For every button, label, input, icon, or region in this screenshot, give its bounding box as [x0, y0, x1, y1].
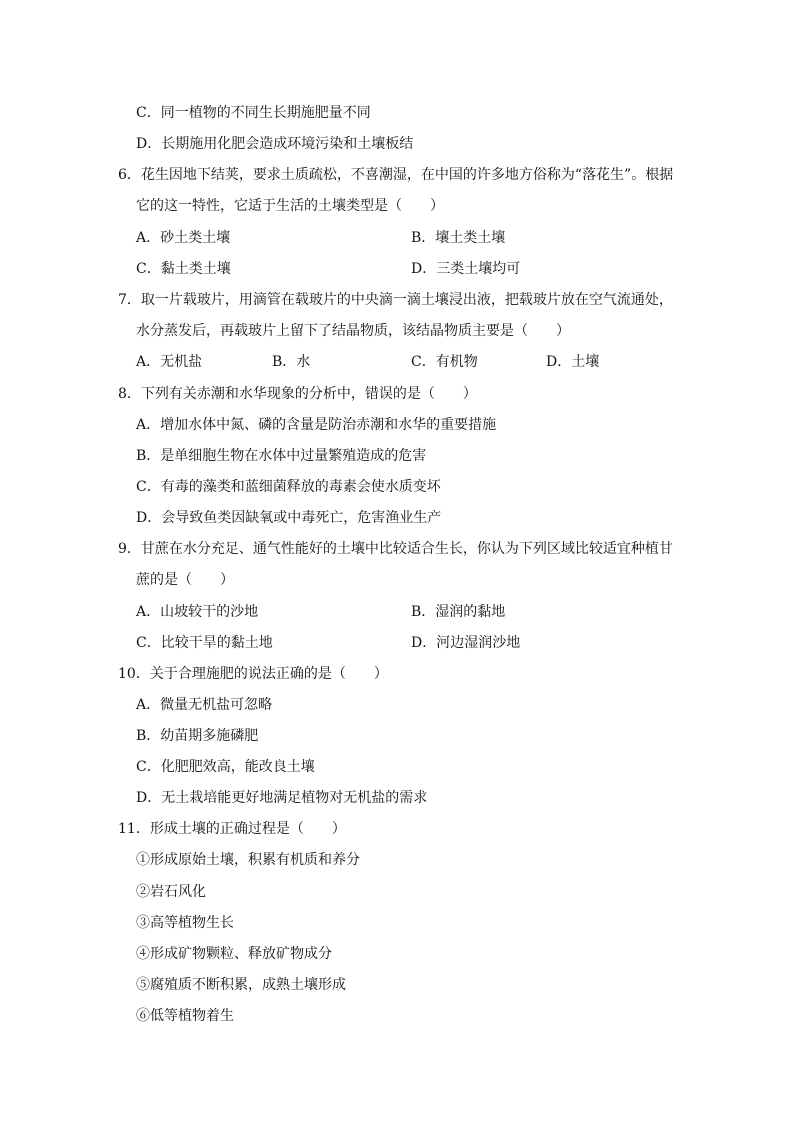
q7-option-c: C．有机物 [411, 354, 478, 370]
q6-option-d: D．三类土壤均可 [411, 261, 521, 277]
q7-stem-line2: 水分蒸发后，再载玻片上留下了结晶物质，该结晶物质主要是（ ） [136, 323, 570, 339]
q11-item-4: ④形成矿物颗粒、释放矿物成分 [136, 946, 332, 962]
q10-option-a: A．微量无机盐可忽略 [136, 697, 273, 713]
q6-stem-line1: 6．花生因地下结荚，要求土质疏松，不喜潮湿，在中国的许多地方俗称为“落花生”。根据 [118, 167, 674, 183]
q8-option-c: C．有毒的藻类和蓝细菌释放的毒素会使水质变坏 [136, 479, 441, 495]
q11-stem: 11．形成土壤的正确过程是（ ） [118, 821, 346, 837]
q10-option-d: D．无土栽培能更好地满足植物对无机盐的需求 [136, 790, 428, 806]
q9-option-a: A．山坡较干的沙地 [136, 604, 259, 620]
q7-stem-line1: 7．取一片载玻片，用滴管在载玻片的中央滴一滴土壤浸出液，把载玻片放在空气流通处， [118, 292, 673, 308]
q11-item-1: ①形成原始土壤，积累有机质和养分 [136, 852, 360, 868]
q6-option-b: B．壤土类土壤 [411, 230, 506, 246]
q6-option-c: C．黏土类土壤 [136, 261, 231, 277]
q7-option-a: A．无机盐 [136, 354, 203, 370]
q7-option-d: D．土壤 [546, 354, 600, 370]
q11-item-3: ③高等植物生长 [136, 915, 234, 931]
q5-option-c: C．同一植物的不同生长期施肥量不同 [136, 105, 371, 121]
q5-option-d: D．长期施用化肥会造成环境污染和土壤板结 [136, 136, 414, 152]
q10-stem: 10．关于合理施肥的说法正确的是（ ） [118, 666, 388, 682]
q11-item-6: ⑥低等植物着生 [136, 1008, 234, 1024]
q6-option-a: A．砂土类土壤 [136, 230, 231, 246]
q8-stem: 8．下列有关赤潮和水华现象的分析中，错误的是（ ） [118, 386, 477, 402]
q9-stem-line2: 蔗的是（ ） [136, 572, 234, 588]
q8-option-a: A．增加水体中氮、磷的含量是防治赤潮和水华的重要措施 [136, 417, 497, 433]
q8-option-b: B．是单细胞生物在水体中过量繁殖造成的危害 [136, 448, 427, 464]
q11-item-2: ②岩石风化 [136, 884, 206, 900]
q10-option-b: B．幼苗期多施磷肥 [136, 728, 259, 744]
q9-option-d: D．河边湿润沙地 [411, 635, 521, 651]
q8-option-d: D．会导致鱼类因缺氧或中毒死亡，危害渔业生产 [136, 510, 442, 526]
q11-item-5: ⑤腐殖质不断积累，成熟土壤形成 [136, 977, 346, 993]
q7-option-b: B．水 [272, 354, 311, 370]
q9-stem-line1: 9．甘蔗在水分充足、通气性能好的土壤中比较适合生长，你认为下列区域比较适宜种植甘 [118, 541, 673, 557]
q10-option-c: C．化肥肥效高，能改良土壤 [136, 759, 315, 775]
q9-option-b: B．湿润的黏地 [411, 604, 506, 620]
q9-option-c: C．比较干旱的黏土地 [136, 635, 273, 651]
q6-stem-line2: 它的这一特性，它适于生活的土壤类型是（ ） [136, 198, 444, 214]
